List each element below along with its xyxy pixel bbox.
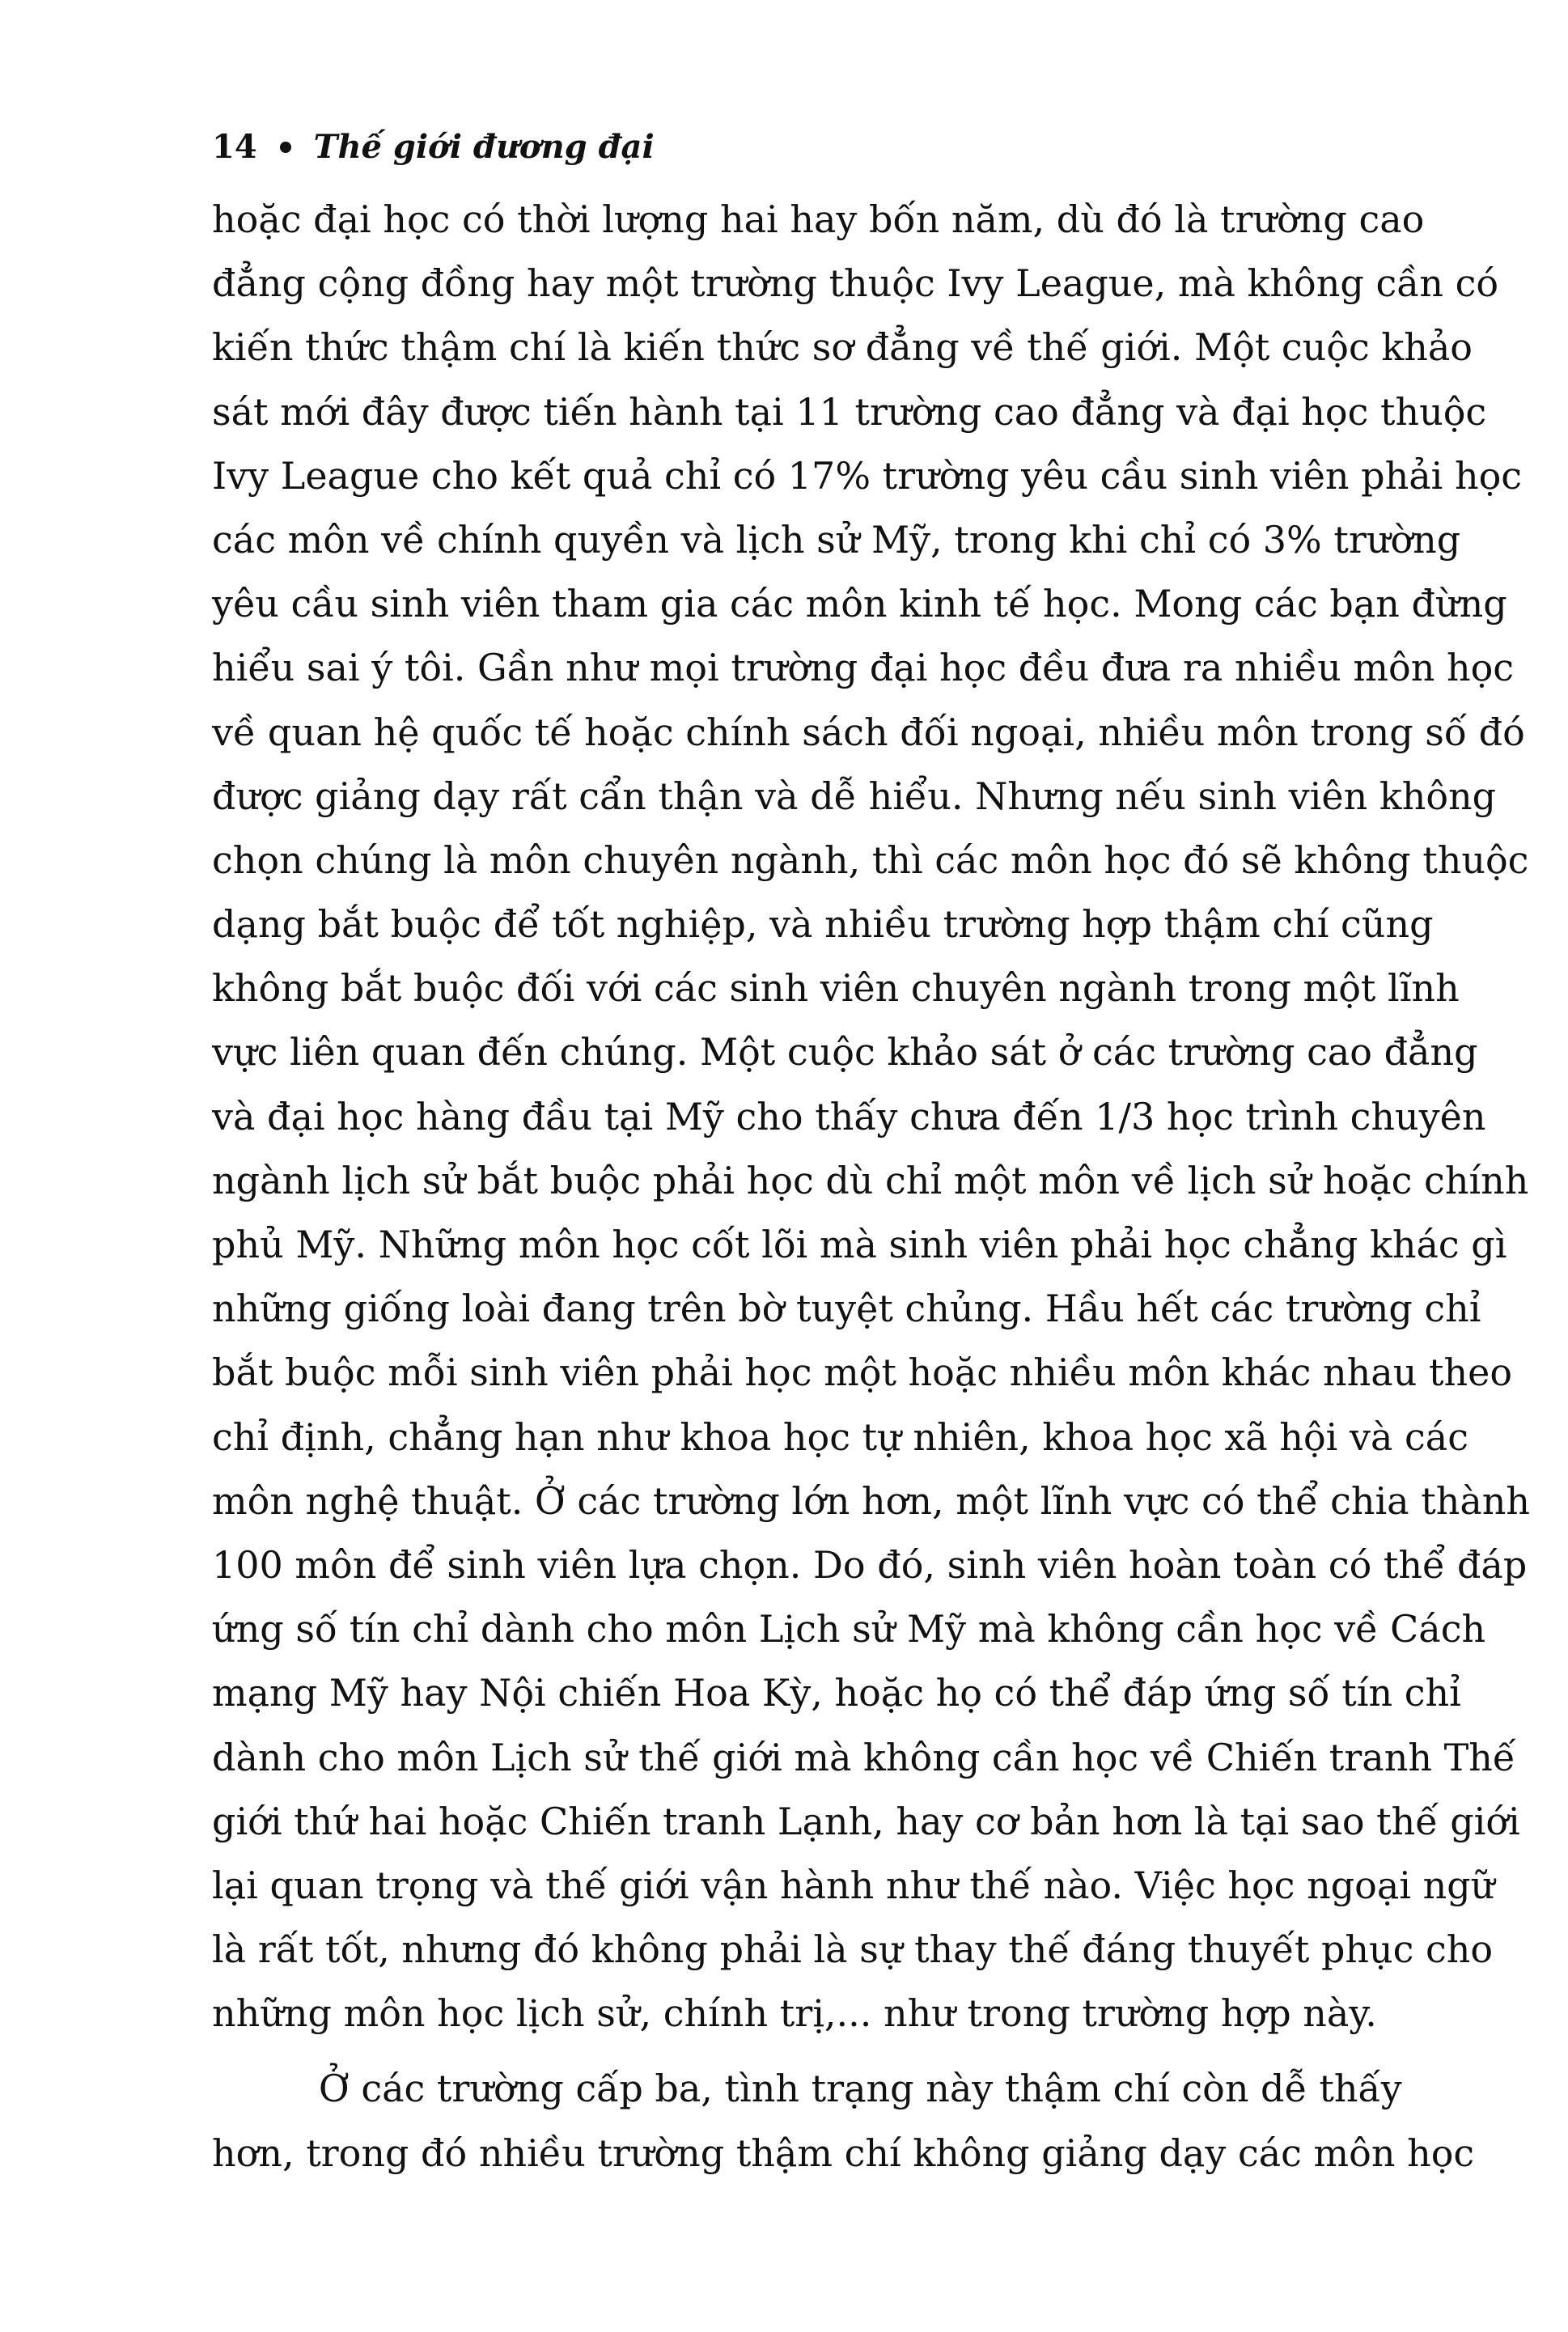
text-line: hơn, trong đó nhiều trường thậm chí không giảng dạy các môn học xyxy=(212,2131,1475,2175)
text-line: ngành lịch sử bắt buộc phải học dù chỉ một môn về lịch sử hoặc chính xyxy=(212,1158,1529,1202)
text-line: về quan hệ quốc tế hoặc chính sách đối ngoại, nhiều môn trong số đó xyxy=(212,710,1525,754)
text-line: sát mới đây được tiến hành tại 11 trường cao đẳng và đại học thuộc xyxy=(212,389,1487,434)
running-title: Thế giới đương đại xyxy=(313,128,655,166)
text-line: lại quan trọng và thế giới vận hành như thế nào. Việc học ngoại ngữ xyxy=(212,1863,1495,1907)
text-line: và đại học hàng đầu tại Mỹ cho thấy chưa đến 1/3 học trình chuyên xyxy=(212,1094,1486,1138)
text-line: được giảng dạy rất cẩn thận và dễ hiểu. Nhưng nếu sinh viên không xyxy=(212,774,1497,818)
text-line: những giống loài đang trên bờ tuyệt chủng. Hầu hết các trường chỉ xyxy=(212,1287,1481,1331)
text-line: ứng số tín chỉ dành cho môn Lịch sử Mỹ mà không cần học về Cách xyxy=(212,1607,1486,1651)
text-line: 100 môn để sinh viên lựa chọn. Do đó, sinh viên hoàn toàn có thể đáp xyxy=(212,1542,1528,1587)
text-line: là rất tốt, nhưng đó không phải là sự thay thế đáng thuyết phục cho xyxy=(212,1927,1494,1972)
text-line: giới thứ hai hoặc Chiến tranh Lạnh, hay cơ bản hơn là tại sao thế giới xyxy=(212,1799,1520,1843)
text-line: không bắt buộc đối với các sinh viên chuyên ngành trong một lĩnh xyxy=(212,966,1460,1011)
running-header xyxy=(212,123,655,172)
text-line: dạng bắt buộc để tốt nghiệp, và nhiều trường hợp thậm chí cũng xyxy=(212,902,1434,947)
text-line: kiến thức thậm chí là kiến thức sơ đẳng về thế giới. Một cuộc khảo xyxy=(212,325,1473,370)
text-line: Ivy League cho kết quả chỉ có 17% trường yêu cầu sinh viên phải học xyxy=(212,453,1523,498)
paragraph-gap xyxy=(212,2046,1356,2057)
text-line: chỉ định, chẳng hạn như khoa học tự nhiên, khoa học xã hội và các xyxy=(212,1414,1468,1459)
text-line: phủ Mỹ. Những môn học cốt lõi mà sinh viên phải học chẳng khác gì xyxy=(212,1223,1507,1266)
text-line: bắt buộc mỗi sinh viên phải học một hoặc nhiều môn khác nhau theo xyxy=(212,1350,1513,1395)
text-line: mạng Mỹ hay Nội chiến Hoa Kỳ, hoặc họ có thể đáp ứng số tín chỉ xyxy=(212,1671,1461,1715)
text-line: Ở các trường cấp ba, tình trạng này thậm chí còn dễ thấy xyxy=(319,2067,1402,2111)
text-line: yêu cầu sinh viên tham gia các môn kinh tế học. Mong các bạn đừng xyxy=(212,582,1507,626)
text-line: các môn về chính quyền và lịch sử Mỹ, trong khi chỉ có 3% trường xyxy=(212,517,1461,562)
body-text xyxy=(212,188,1531,2186)
text-line: môn nghệ thuật. Ở các trường lớn hơn, một lĩnh vực có thể chia thành xyxy=(212,1478,1531,1523)
text-line: dành cho môn Lịch sử thế giới mà không cần học về Chiến tranh Thế xyxy=(212,1735,1516,1779)
text-line: những môn học lịch sử, chính trị,... như trong trường hợp này. xyxy=(212,1991,1377,2036)
text-line: vực liên quan đến chúng. Một cuộc khảo sát ở các trường cao đẳng xyxy=(212,1030,1478,1075)
text-line: hiểu sai ý tôi. Gần như mọi trường đại học đều đưa ra nhiều môn học xyxy=(212,646,1515,690)
text-line: hoặc đại học có thời lượng hai hay bốn năm, dù đó là trường cao xyxy=(212,197,1425,241)
paragraph-1 xyxy=(212,188,1531,2046)
text-line: chọn chúng là môn chuyên ngành, thì các môn học đó sẽ không thuộc xyxy=(212,837,1529,882)
paragraph-2 xyxy=(212,2057,1475,2185)
text-line: đẳng cộng đồng hay một trường thuộc Ivy League, mà không cần có xyxy=(212,261,1499,306)
bullet-separator-icon xyxy=(280,142,291,153)
page-number: 14 xyxy=(212,128,257,166)
